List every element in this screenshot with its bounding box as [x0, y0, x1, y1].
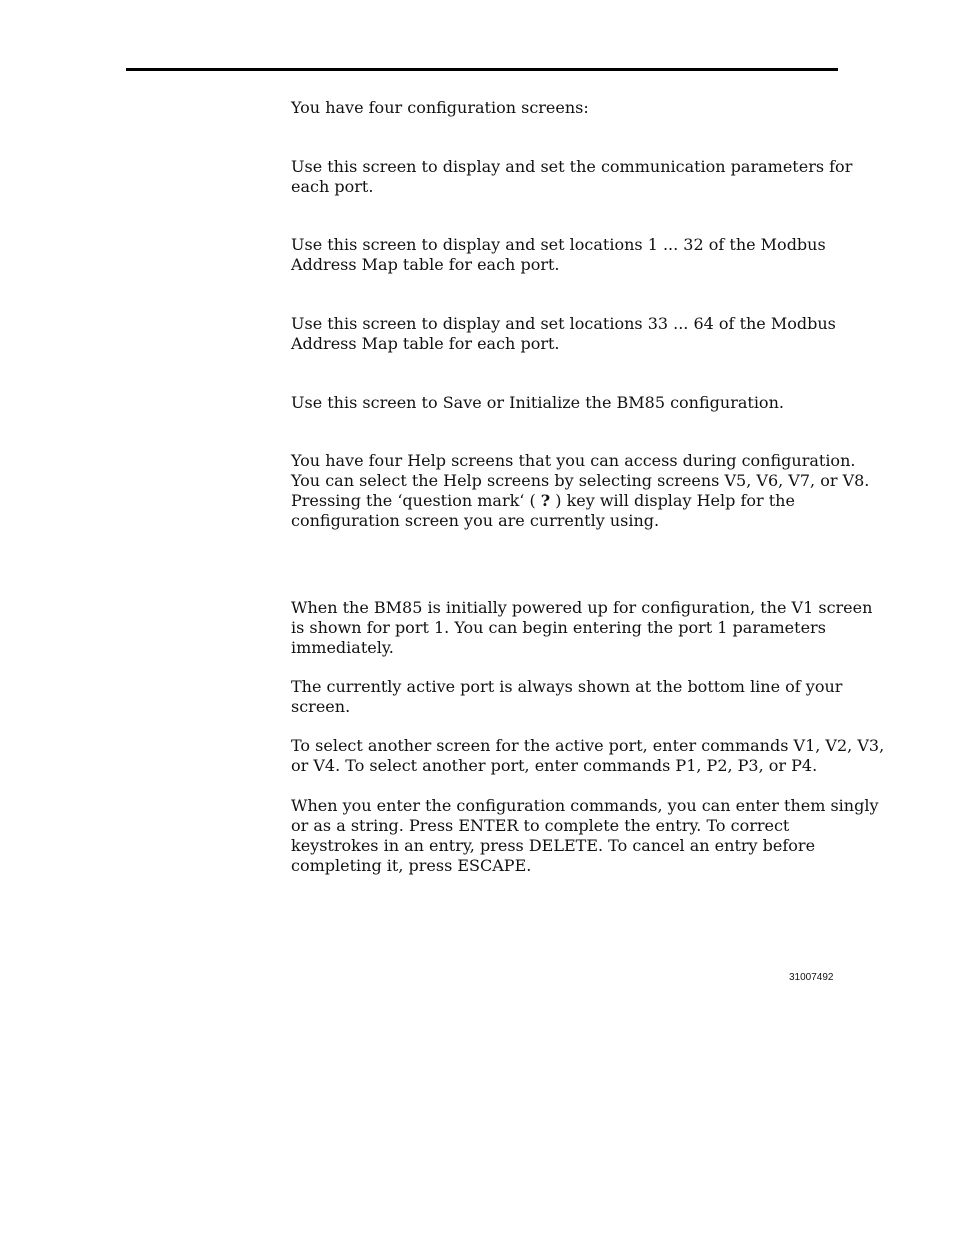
intro-text: You have four configuration screens: — [291, 98, 589, 117]
help-screens-paragraph: You have four Help screens that you can access during configuration. You can select the Help screens by selecting screens V5, V6, V7, or V8. Pressing the ‘question mark‘ ( ? ) key will display Help for the configuration screen you are currently using. — [291, 451, 870, 530]
procedure-paragraph-2: The currently active port is always shown at the bottom line of your screen. — [291, 677, 843, 716]
procedure-paragraph-4: When you enter the configuration commands, you can enter them singly or as a string. Press ENTER to complete the entry. To correct keystrokes in an entry, press DELETE. To cancel an entry before completing it, press ESCAPE. — [291, 796, 879, 875]
screen-v1-description: Use this screen to display and set the communication parameters for each port. — [291, 157, 853, 196]
screen-v2-description: Use this screen to display and set locations 1 ... 32 of the Modbus Address Map table for each port. — [291, 235, 826, 274]
screen-v3-description: Use this screen to display and set locations 33 ... 64 of the Modbus Address Map table for each port. — [291, 314, 836, 353]
screen-v4-description: Use this screen to Save or Initialize the BM85 configuration. — [291, 393, 784, 412]
header-rule — [126, 68, 838, 71]
help-key-line: Pressing the ‘question mark‘ ( ? ) key will display Help for the — [291, 491, 795, 510]
question-mark-key: ? — [540, 491, 551, 510]
procedure-paragraph-3: To select another screen for the active port, enter commands V1, V2, V3, or V4. To select another port, enter commands P1, P2, P3, or P4. — [291, 736, 885, 775]
document-number: 31007492 — [789, 972, 834, 983]
procedure-paragraph-1: When the BM85 is initially powered up for configuration, the V1 screen is shown for port 1. You can begin entering the port 1 parameters immediately. — [291, 598, 873, 657]
